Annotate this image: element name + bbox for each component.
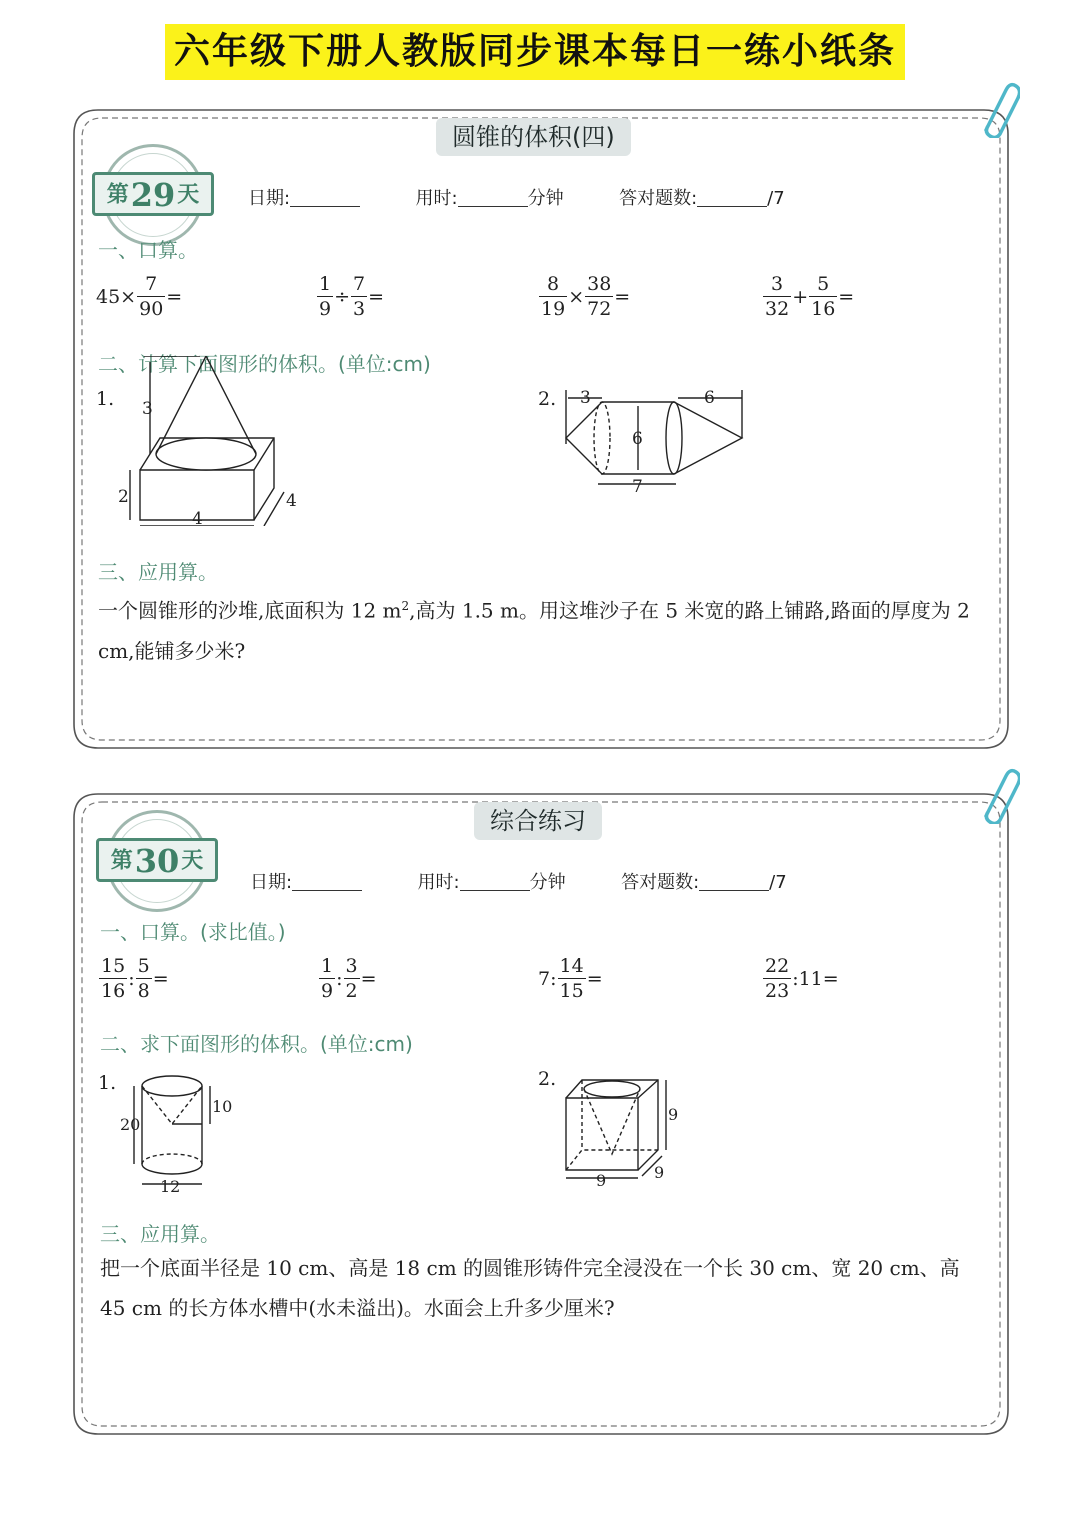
score-blank [699,873,769,891]
day-badge [96,810,216,920]
paperclip-icon [972,78,1020,138]
score-blank [697,189,767,207]
score-label: 答对题数: [619,188,698,209]
worksheet-card-day-30 [68,788,1014,1440]
cone-on-cuboid-figure [114,356,334,526]
cone-cylinder-cone-figure [562,388,762,498]
day-prefix: 第 [106,181,129,208]
section-volume: 二、求下面图形的体积。(单位:cm) [100,1032,413,1056]
word-problem-text: 把一个底面半径是 10 cm、高是 18 cm 的圆锥形铸件完全浸没在一个长 30 cm、宽 20 cm、高 45 cm 的长方体水槽中(水未溢出)。水面会上升多少厘米? [100,1256,960,1320]
day-prefix: 第 [110,847,133,874]
time-label: 用时: [417,872,460,893]
page-title: 六年级下册人教版同步课本每日一练小纸条 [165,24,905,80]
cube-cone-figure [562,1074,702,1194]
fig-dim: 9 [654,1163,665,1182]
section-mental-math: 一、口算。(求比值。) [100,920,286,944]
time-blank [460,873,530,891]
day-label [96,838,218,882]
fig-dim: 9 [668,1105,679,1124]
section-volume: 二、计算下面图形的体积。(单位:cm) [98,352,431,376]
figure-1-label: 1. [98,1072,117,1094]
topic-title: 综合练习 [474,802,602,840]
calc-item: $\frac{1}{9}$ : $\frac{3}{2}$ = [321,955,377,1002]
day-label [92,172,214,216]
calc-item: $\frac{15}{16}$ : $\frac{5}{8}$ = [101,955,169,1002]
time-unit: 分钟 [527,188,564,209]
time-label: 用时: [415,188,458,209]
fig-dim: 10 [212,1097,233,1116]
fig-dim: 3 [580,388,591,408]
meta-row [250,868,787,894]
fig-dim: 3 [142,399,153,419]
fig-dim: 6 [632,429,643,449]
figure-2-label: 2. [538,1068,557,1090]
section-mental-math: 一、口算。 [98,238,198,262]
figure-1-label: 1. [96,388,115,410]
fig-dim: 12 [160,1177,181,1196]
day-suffix: 天 [181,847,204,874]
score-total: /7 [767,188,785,209]
date-label: 日期: [250,872,293,893]
day-number: 30 [134,841,180,880]
time-unit: 分钟 [529,872,566,893]
date-blank [290,189,360,207]
topic-title: 圆锥的体积(四) [436,118,631,156]
fig-dim: 6 [704,388,715,408]
calc-item: $\frac{1}{9}$ ÷ $\frac{7}{3}$ = [319,273,385,320]
worksheet-card-day-29 [68,104,1014,754]
score-label: 答对题数: [621,872,700,893]
fig-dim: 4 [286,491,297,511]
score-total: /7 [769,872,787,893]
day-suffix: 天 [177,181,200,208]
calc-item: $\frac{8}{19}$ × $\frac{38}{72}$ = [541,273,631,320]
section-word-problem: 三、应用算。 [98,560,218,584]
calc-item: $\frac{3}{32}$ + $\frac{5}{16}$ = [765,273,855,320]
fig-dim: 7 [632,477,643,497]
fig-dim: 9 [596,1171,607,1190]
section-word-problem: 三、应用算。 [100,1222,220,1246]
figure-2-label: 2. [538,388,557,410]
fig-dim: 20 [120,1115,141,1134]
time-blank [458,189,528,207]
word-problem-text: 一个圆锥形的沙堆,底面积为 12 $m^2$,高为 1.5 m。用这堆沙子在 5 米宽的路上铺路,路面的厚度为 2 cm,能铺多少米? [98,598,970,663]
date-label: 日期: [248,188,291,209]
calc-item: $\frac{22}{23}$ :11= [765,955,839,1002]
calc-item: 7: $\frac{14}{15}$ = [538,955,603,1002]
cylinder-cone-figure [120,1072,250,1196]
paperclip-icon [972,764,1020,824]
fig-dim: 4 [192,509,203,526]
date-blank [292,873,362,891]
meta-row [248,184,785,210]
calc-item: 45× $\frac{7}{90}$ = [96,273,183,320]
day-number: 29 [130,175,176,214]
fig-dim: 2 [118,487,129,507]
